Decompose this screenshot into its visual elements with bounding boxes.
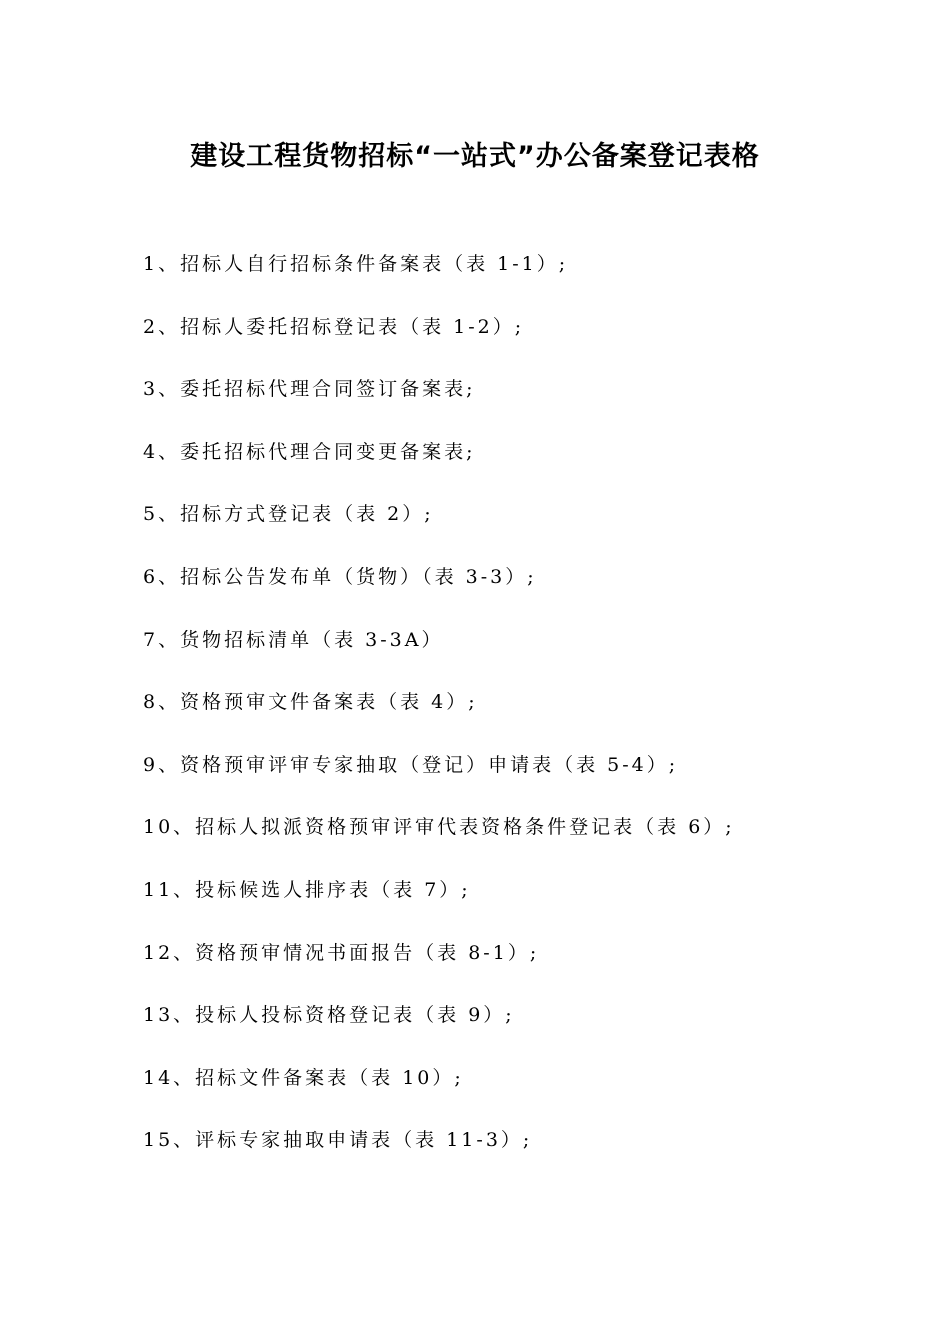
list-item: 11、投标候选人排序表（表 7）;: [143, 878, 471, 901]
list-item: 9、资格预审评审专家抽取（登记）申请表（表 5-4）;: [143, 753, 679, 776]
list-item: 13、投标人投标资格登记表（表 9）;: [143, 1004, 515, 1027]
list-item: 6、招标公告发布单（货物）（表 3-3）;: [143, 565, 537, 588]
list-item: 2、招标人委托招标登记表（表 1-2）;: [143, 315, 525, 338]
list-item: 3、委托招标代理合同签订备案表;: [143, 378, 476, 401]
list-item: 14、招标文件备案表（表 10）;: [143, 1066, 464, 1089]
list-item: 5、招标方式登记表（表 2）;: [143, 503, 434, 526]
list-item: 10、招标人拟派资格预审评审代表资格条件登记表（表 6）;: [143, 816, 735, 839]
list-item: 7、货物招标清单（表 3-3A）: [143, 628, 444, 651]
list-item: 12、资格预审情况书面报告（表 8-1）;: [143, 941, 540, 964]
document-title: 建设工程货物招标“一站式”办公备案登记表格: [190, 141, 760, 172]
list-item: 8、资格预审文件备案表（表 4）;: [143, 691, 478, 714]
list-item: 4、委托招标代理合同变更备案表;: [143, 440, 476, 463]
form-item-list: [143, 248, 735, 1187]
list-item: 15、评标专家抽取申请表（表 11-3）;: [143, 1129, 533, 1152]
list-item: 1、招标人自行招标条件备案表（表 1-1）;: [143, 253, 569, 275]
